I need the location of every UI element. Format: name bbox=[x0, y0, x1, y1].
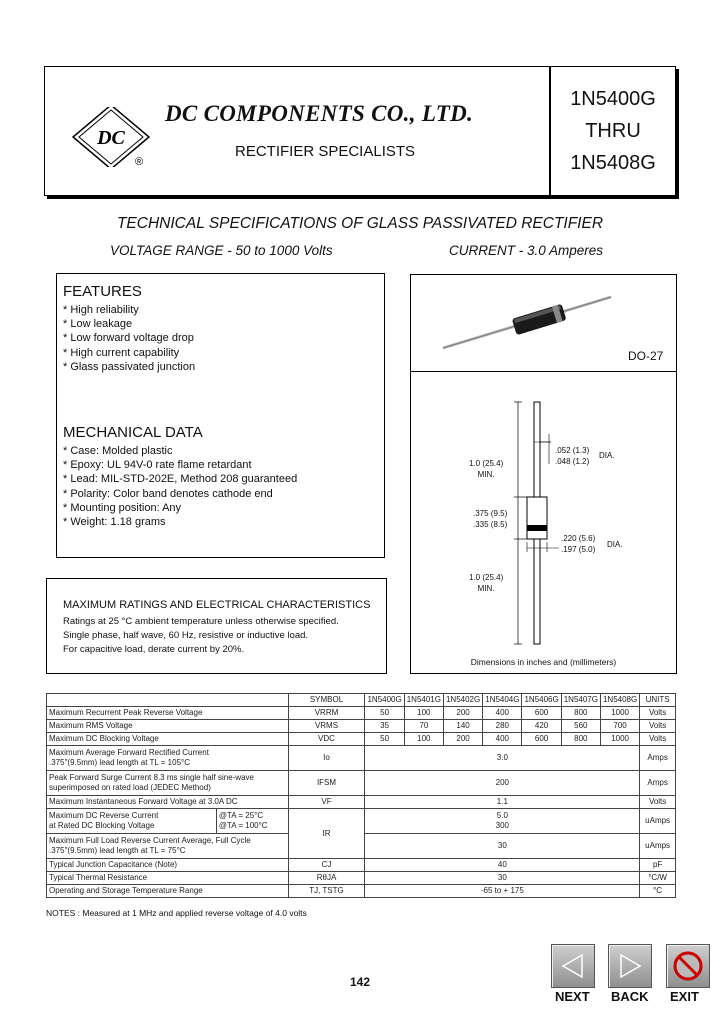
voltage-range: VOLTAGE RANGE - 50 to 1000 Volts bbox=[110, 243, 333, 258]
row-description: Typical Thermal Resistance bbox=[47, 872, 289, 885]
row-symbol: Io bbox=[288, 746, 365, 771]
row-value-line: 5.0 bbox=[496, 811, 508, 820]
ratings-table bbox=[46, 693, 676, 898]
row-description-line: Maximum DC Reverse Current bbox=[49, 811, 159, 820]
spec-title: TECHNICAL SPECIFICATIONS OF GLASS PASSIVATED RECTIFIER bbox=[116, 215, 604, 232]
row-unit: pF bbox=[640, 859, 676, 872]
row-description: Maximum Recurrent Peak Reverse Voltage bbox=[47, 707, 289, 720]
row-value: 200 bbox=[443, 707, 482, 720]
part-number-panel bbox=[551, 67, 675, 195]
row-value: 50 bbox=[365, 733, 404, 746]
mechanical-item: * Case: Molded plastic bbox=[63, 445, 173, 457]
row-description-line: at Rated DC Blocking Voltage bbox=[49, 821, 155, 830]
mechanical-item: * Weight: 1.18 grams bbox=[63, 516, 166, 529]
row-value: 200 bbox=[365, 771, 640, 796]
feature-item: * High reliability bbox=[63, 304, 139, 316]
package-name: DO-27 bbox=[628, 349, 664, 363]
row-value: 700 bbox=[600, 720, 639, 733]
table-header-cell: UNITS bbox=[640, 694, 676, 707]
table-row bbox=[47, 771, 676, 796]
table-row bbox=[47, 733, 676, 746]
row-unit: Amps bbox=[640, 746, 676, 771]
lead-length-bottom bbox=[469, 572, 503, 594]
row-symbol: VDC bbox=[288, 733, 365, 746]
row-value: 420 bbox=[522, 720, 561, 733]
row-description bbox=[47, 834, 289, 859]
lead-dia-min: .048 (1.2) bbox=[555, 457, 590, 466]
ratings-notes bbox=[63, 615, 339, 657]
row-unit: uAmps bbox=[640, 834, 676, 859]
row-description bbox=[47, 809, 217, 834]
part-number-end: 1N5408G bbox=[570, 152, 656, 174]
features-box bbox=[56, 273, 385, 558]
row-value: 3.0 bbox=[365, 746, 640, 771]
table-header-cell: 1N5400G bbox=[365, 694, 404, 707]
package-outline-drawing bbox=[411, 372, 676, 672]
row-value: 30 bbox=[365, 834, 640, 859]
table-row bbox=[47, 872, 676, 885]
table-row bbox=[47, 809, 676, 834]
table-header-cell: 1N5407G bbox=[561, 694, 600, 707]
header-box bbox=[44, 66, 676, 196]
logo-text: DC bbox=[97, 127, 125, 149]
company-name: DC COMPONENTS CO., LTD. bbox=[165, 101, 474, 126]
body-dia-min: .197 (5.0) bbox=[561, 545, 596, 554]
row-value: 280 bbox=[483, 720, 522, 733]
lead-length-top bbox=[469, 458, 503, 480]
row-description bbox=[47, 746, 289, 771]
ratings-note: For capacitive load, derate current by 20%. bbox=[63, 644, 245, 655]
row-symbol: VF bbox=[288, 796, 365, 809]
mechanical-title: MECHANICAL DATA bbox=[63, 424, 203, 441]
row-symbol: CJ bbox=[288, 859, 365, 872]
feature-item: * Low leakage bbox=[63, 318, 133, 331]
package-box bbox=[410, 274, 677, 674]
row-description: Maximum RMS Voltage bbox=[47, 720, 289, 733]
part-number-start: 1N5400G bbox=[570, 88, 656, 110]
row-unit: Volts bbox=[640, 796, 676, 809]
row-description: Operating and Storage Temperature Range bbox=[47, 885, 289, 898]
row-description-line: .375"(9.5mm) lead length at TL = 105°C bbox=[49, 758, 191, 767]
table-header-cell: 1N5401G bbox=[404, 694, 443, 707]
row-value: 140 bbox=[443, 720, 482, 733]
table-row bbox=[47, 859, 676, 872]
table-row bbox=[47, 746, 676, 771]
row-value: 1000 bbox=[600, 707, 639, 720]
table-header-row bbox=[47, 694, 676, 707]
body-dia-dims bbox=[561, 533, 595, 555]
table-row bbox=[47, 796, 676, 809]
row-description-line: Peak Forward Surge Current 8.3 ms single half sine-wave bbox=[49, 773, 254, 782]
row-description-line: superimposed on rated load (JEDEC Method) bbox=[49, 783, 211, 792]
row-unit: Volts bbox=[640, 707, 676, 720]
body-length-min: .335 (8.5) bbox=[473, 520, 508, 529]
body-length-max: .375 (9.5) bbox=[473, 509, 508, 518]
features-title: FEATURES bbox=[63, 283, 142, 300]
ratings-note: Ratings at 25 °C ambient temperature unless otherwise specified. bbox=[63, 616, 339, 627]
row-value: 70 bbox=[404, 720, 443, 733]
exit-button[interactable] bbox=[666, 944, 710, 988]
row-value: 200 bbox=[443, 733, 482, 746]
row-value: 100 bbox=[404, 707, 443, 720]
row-unit: °C/W bbox=[640, 872, 676, 885]
table-row bbox=[47, 707, 676, 720]
row-value: 400 bbox=[483, 707, 522, 720]
row-unit: Volts bbox=[640, 733, 676, 746]
row-value: 1000 bbox=[600, 733, 639, 746]
next-label[interactable]: NEXT bbox=[555, 989, 590, 1004]
row-description-line: Maximum Full Load Reverse Current Average, Full Cycle bbox=[49, 836, 251, 845]
row-value: -65 to + 175 bbox=[365, 885, 640, 898]
row-unit: °C bbox=[640, 885, 676, 898]
row-value: 40 bbox=[365, 859, 640, 872]
triangle-left-icon bbox=[552, 945, 594, 987]
lead-length-top-min: MIN. bbox=[477, 470, 495, 479]
row-value: 35 bbox=[365, 720, 404, 733]
row-value bbox=[365, 809, 640, 834]
company-tagline: RECTIFIER SPECIALISTS bbox=[235, 143, 416, 160]
registered-mark: ® bbox=[135, 156, 144, 167]
lead-length-bottom-min: MIN. bbox=[477, 584, 495, 593]
row-value: 400 bbox=[483, 733, 522, 746]
row-unit: Volts bbox=[640, 720, 676, 733]
feature-item: * Glass passivated junction bbox=[63, 360, 196, 373]
table-header-cell: 1N5408G bbox=[600, 694, 639, 707]
lead-dia-label: DIA. bbox=[599, 451, 615, 460]
row-description: Maximum DC Blocking Voltage bbox=[47, 733, 289, 746]
row-condition bbox=[216, 809, 288, 834]
current-rating: CURRENT - 3.0 Amperes bbox=[449, 243, 604, 258]
back-button[interactable] bbox=[608, 944, 652, 988]
row-description: Typical Junction Capacitance (Note) bbox=[47, 859, 289, 872]
mechanical-item: * Epoxy: UL 94V-0 rate flame retardant bbox=[63, 459, 252, 472]
row-value: 50 bbox=[365, 707, 404, 720]
row-symbol: TJ, TSTG bbox=[288, 885, 365, 898]
back-label[interactable]: BACK bbox=[611, 989, 649, 1004]
body-dia-max: .220 (5.6) bbox=[561, 534, 596, 543]
row-value: 100 bbox=[404, 733, 443, 746]
row-value: 560 bbox=[561, 720, 600, 733]
row-unit: Amps bbox=[640, 771, 676, 796]
feature-item: * High current capability bbox=[63, 346, 180, 359]
body-length-dims bbox=[473, 508, 507, 530]
ratings-title: MAXIMUM RATINGS AND ELECTRICAL CHARACTERISTICS bbox=[63, 599, 371, 611]
table-header-cell: 1N5404G bbox=[483, 694, 522, 707]
row-value-line: 300 bbox=[495, 821, 510, 830]
mechanical-item: * Lead: MIL-STD-202E, Method 208 guaranteed bbox=[63, 473, 298, 486]
mechanical-item: * Polarity: Color band denotes cathode end bbox=[63, 487, 273, 500]
ratings-box bbox=[46, 578, 387, 674]
row-symbol: VRRM bbox=[288, 707, 365, 720]
row-symbol: VRMS bbox=[288, 720, 365, 733]
body-dia-label: DIA. bbox=[607, 540, 623, 549]
company-panel bbox=[45, 67, 551, 195]
row-value: 800 bbox=[561, 707, 600, 720]
mechanical-list bbox=[63, 444, 297, 529]
row-symbol: RθJA bbox=[288, 872, 365, 885]
row-value: 1.1 bbox=[365, 796, 640, 809]
dc-logo-icon bbox=[63, 107, 159, 167]
dimensions-note: Dimensions in inches and (millimeters) bbox=[470, 657, 617, 667]
row-description: Maximum Instantaneous Forward Voltage at 3.0A DC bbox=[47, 796, 289, 809]
page-number: 142 bbox=[350, 975, 371, 989]
lead-length-top-value: 1.0 (25.4) bbox=[469, 459, 504, 468]
feature-item: * Low forward voltage drop bbox=[63, 332, 194, 345]
lead-dia-max: .052 (1.3) bbox=[555, 446, 590, 455]
ratings-note: Single phase, half wave, 60 Hz, resistive or inductive load. bbox=[63, 630, 309, 641]
row-value: 600 bbox=[522, 707, 561, 720]
table-header-cell: SYMBOL bbox=[288, 694, 365, 707]
row-value: 800 bbox=[561, 733, 600, 746]
row-description bbox=[47, 771, 289, 796]
triangle-right-icon bbox=[609, 945, 651, 987]
next-button[interactable] bbox=[551, 944, 595, 988]
row-condition-line: @TA = 100°C bbox=[218, 821, 268, 830]
row-symbol: IR bbox=[288, 809, 365, 859]
table-row bbox=[47, 720, 676, 733]
row-description-line: Maximum Average Forward Rectified Current bbox=[49, 748, 209, 757]
mechanical-item: * Mounting position: Any bbox=[63, 501, 182, 514]
table-header-cell: 1N5402G bbox=[443, 694, 482, 707]
row-value: 30 bbox=[365, 872, 640, 885]
row-condition-line: @TA = 25°C bbox=[218, 811, 264, 820]
lead-dia-dims bbox=[555, 445, 589, 467]
table-notes: NOTES : Measured at 1 MHz and applied reverse voltage of 4.0 volts bbox=[46, 908, 307, 918]
row-unit: uAmps bbox=[640, 809, 676, 834]
lead-length-bottom-value: 1.0 (25.4) bbox=[469, 573, 504, 582]
table-header-cell: 1N5406G bbox=[522, 694, 561, 707]
no-entry-icon bbox=[667, 945, 709, 987]
exit-label[interactable]: EXIT bbox=[670, 989, 699, 1004]
part-number-thru: THRU bbox=[585, 120, 641, 142]
row-description-line: .375"(9.5mm) lead length at TL = 75°C bbox=[49, 846, 186, 855]
row-symbol: IFSM bbox=[288, 771, 365, 796]
table-header-cell bbox=[47, 694, 289, 707]
features-list bbox=[63, 303, 195, 374]
row-value: 600 bbox=[522, 733, 561, 746]
table-row bbox=[47, 885, 676, 898]
